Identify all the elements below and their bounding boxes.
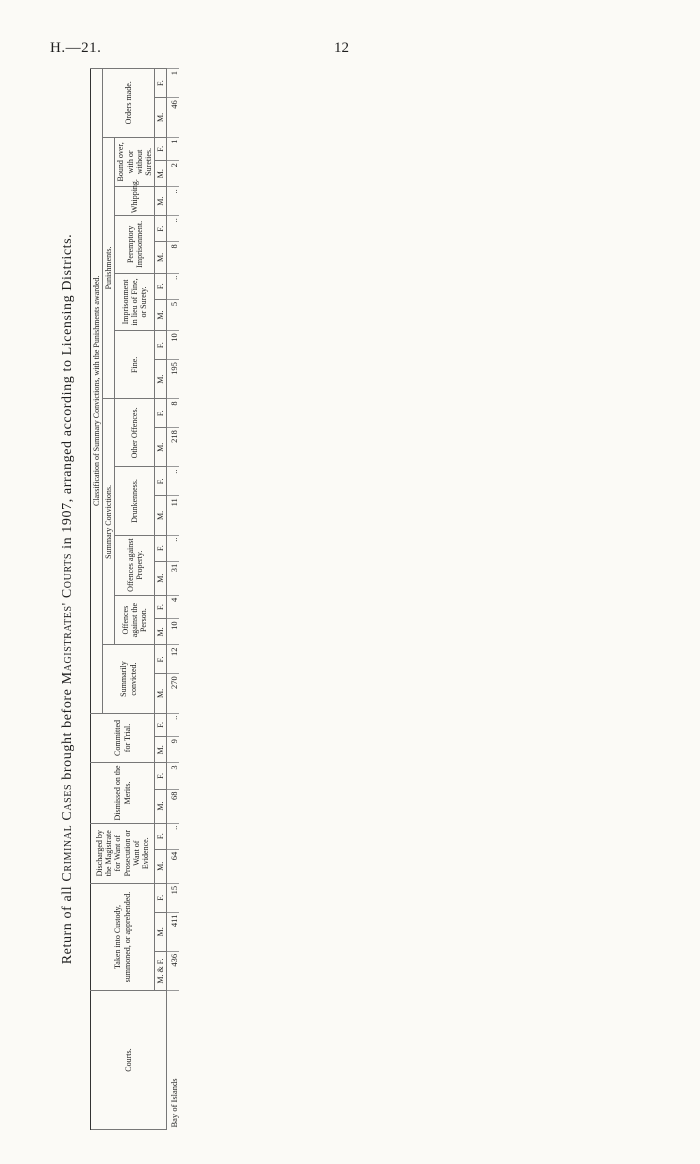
table-cell: 46 [167, 98, 179, 137]
header-courts: Courts. [91, 991, 167, 1130]
rotated-page-content [58, 68, 648, 1130]
document-code: H.—21. [50, 40, 102, 56]
sex-m: M. [155, 98, 167, 137]
table-cell: .. [167, 187, 179, 216]
header-dismissed: Dismissed on the Merits. [91, 763, 155, 823]
header-discharged: Discharged by the Magistrate for Want of Prosecution or Want of Evidence. [91, 823, 155, 883]
sex-f: F. [155, 883, 167, 912]
header-summary-convictions: Summary Convictions. [103, 399, 115, 645]
sex-m: M. [155, 360, 167, 399]
table-cell: 68 [167, 789, 179, 823]
sex-f: F. [155, 713, 167, 737]
sex-f: F. [155, 823, 167, 849]
header-committed: Committed for Trial. [91, 713, 155, 763]
header-drunkenness: Drunkenness. [115, 467, 155, 535]
table-cell: 1 [167, 69, 179, 98]
sex-f: F. [155, 535, 167, 561]
header-imprisonment: Imprisonment in lieu of Fine, or Surety. [115, 273, 155, 331]
page-number: 12 [334, 40, 349, 56]
table-cell: .. [167, 216, 179, 242]
sex-mf: M. & F. [155, 951, 167, 990]
table-cell: 64 [167, 849, 179, 883]
table-cell: 10 [167, 331, 179, 360]
sex-f: F. [155, 399, 167, 428]
sex-f: F. [155, 216, 167, 242]
table-cell: 4 [167, 595, 179, 619]
header-punishments: Punishments. [103, 137, 115, 399]
header-orders-made: Orders made. [103, 69, 155, 138]
table-cell: 8 [167, 399, 179, 428]
title-magistrates-courts: Magistrates' Courts [60, 553, 75, 685]
table-cell: 195 [167, 360, 179, 399]
table-cell: 218 [167, 428, 179, 467]
table-cell: 12 [167, 645, 179, 674]
header-peremptory: Peremptory Imprisonment. [115, 216, 155, 274]
sex-m: M. [155, 789, 167, 823]
table-cell: .. [167, 535, 179, 561]
sex-f: F. [155, 595, 167, 619]
sex-m: M. [155, 849, 167, 883]
sex-m: M. [155, 674, 167, 713]
table-cell: 1 [167, 137, 179, 161]
table-cell: 436 [167, 951, 179, 990]
sex-m: M. [155, 242, 167, 273]
sex-m: M. [155, 561, 167, 595]
header-bound-over: Bound over, with or without Sureties. [115, 137, 155, 187]
table-cell: .. [167, 823, 179, 849]
sex-f: F. [155, 645, 167, 674]
header-taken-into-custody: Taken into Custody, summoned, or apprehended. [91, 883, 155, 990]
court-name: Bay of Islands [167, 991, 179, 1130]
sex-f: F. [155, 137, 167, 161]
sex-f: F. [155, 273, 167, 299]
table-cell: .. [167, 273, 179, 299]
sex-m: M. [155, 428, 167, 467]
criminal-cases-table [90, 68, 179, 1130]
sex-m: M. [155, 161, 167, 187]
sex-f: F. [155, 467, 167, 496]
sex-f: F. [155, 763, 167, 789]
table-cell: 31 [167, 561, 179, 595]
header-classification: Classification of Summary Convictions, with the Punishments awarded. [91, 69, 103, 714]
table-cell: 8 [167, 242, 179, 273]
sex-f: F. [155, 69, 167, 98]
table-cell: 3 [167, 763, 179, 789]
sex-m: M. [155, 187, 167, 216]
header-fine: Fine. [115, 331, 155, 399]
table-cell: 2 [167, 161, 179, 187]
header-whipping: Whipping. [115, 187, 155, 216]
table-cell: 10 [167, 619, 179, 645]
header-other-offences: Other Offences. [115, 399, 155, 467]
sex-m: M. [155, 496, 167, 535]
sex-m: M. [155, 912, 167, 951]
table-cell: 11 [167, 496, 179, 535]
table-cell: .. [167, 713, 179, 737]
table-row [167, 69, 179, 1130]
header-summarily-convicted: Summarily convicted. [103, 645, 155, 713]
table-cell: 411 [167, 912, 179, 951]
table-cell: 5 [167, 299, 179, 330]
table-cell: 270 [167, 674, 179, 713]
sex-m: M. [155, 619, 167, 645]
table-cell: 15 [167, 883, 179, 912]
return-title: Return of all Criminal Cases brought before Magistrates' Courts in 1907, arranged according to Licensing Districts. [60, 233, 75, 965]
sex-f: F. [155, 331, 167, 360]
table-cell: 9 [167, 737, 179, 763]
sex-m: M. [155, 737, 167, 763]
sex-m: M. [155, 299, 167, 330]
title-criminal-cases: Criminal Cases [60, 783, 75, 882]
table-cell: .. [167, 467, 179, 496]
header-offences-person: Offences against the Person. [115, 595, 155, 645]
header-offences-property: Offences against Property. [115, 535, 155, 595]
